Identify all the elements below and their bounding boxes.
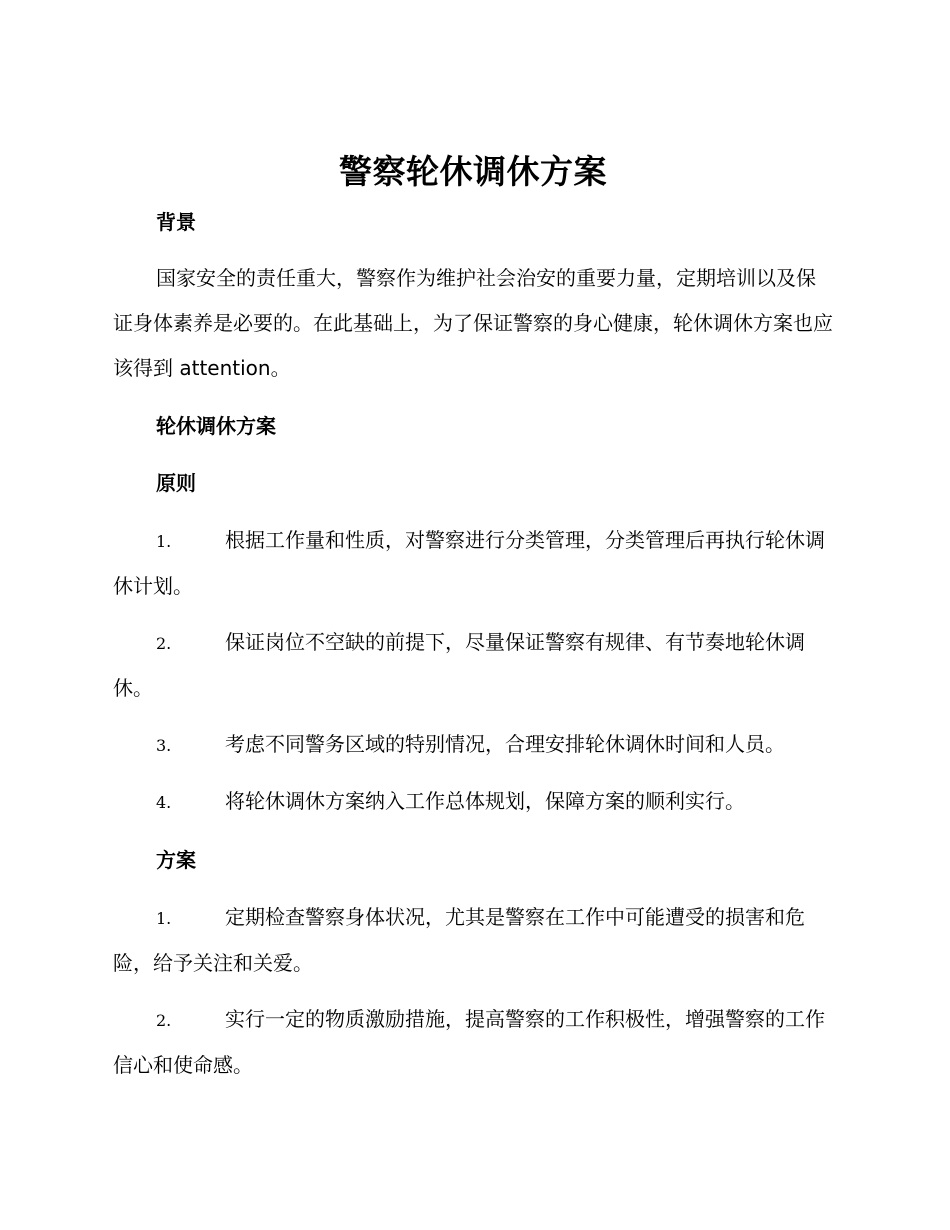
list-text: 根据工作量和性质，对警察进行分类管理，分类管理后再执行轮休调休计划。 — [113, 528, 825, 598]
background-paragraph: 国家安全的责任重大，警察作为维护社会治安的重要力量，定期培训以及保证身体素养是必要的。在此基础上，为了保证警察的身心健康，轮休调休方案也应该得到 attention。 — [113, 266, 833, 380]
section-heading-plan: 轮休调休方案 — [156, 414, 276, 438]
principle-item-2 — [113, 620, 833, 711]
section-heading-principles: 原则 — [156, 471, 196, 495]
list-text: 实行一定的物质激励措施，提高警察的工作积极性，增强警察的工作信心和使命感。 — [113, 1007, 825, 1077]
measure-item-2 — [113, 997, 833, 1088]
principle-item-4 — [113, 779, 833, 825]
list-number: 1. — [156, 909, 172, 928]
list-text: 将轮休调休方案纳入工作总体规划，保障方案的顺利实行。 — [225, 789, 745, 813]
principle-item-3 — [113, 722, 833, 768]
document-title: 警察轮休调休方案 — [339, 152, 607, 191]
measure-item-1 — [113, 895, 833, 986]
list-number: 2. — [156, 634, 172, 653]
list-text: 考虑不同警务区域的特别情况，合理安排轮休调休时间和人员。 — [225, 732, 785, 756]
section-heading-measures: 方案 — [156, 848, 196, 872]
section-heading-background: 背景 — [156, 210, 196, 234]
list-text: 保证岗位不空缺的前提下，尽量保证警察有规律、有节奏地轮休调休。 — [113, 630, 805, 700]
list-number: 1. — [156, 532, 172, 551]
principle-item-1 — [113, 518, 833, 609]
list-number: 2. — [156, 1011, 172, 1030]
list-number: 3. — [156, 736, 172, 755]
list-number: 4. — [156, 793, 172, 812]
list-text: 定期检查警察身体状况，尤其是警察在工作中可能遭受的损害和危险，给予关注和关爱。 — [113, 905, 805, 975]
